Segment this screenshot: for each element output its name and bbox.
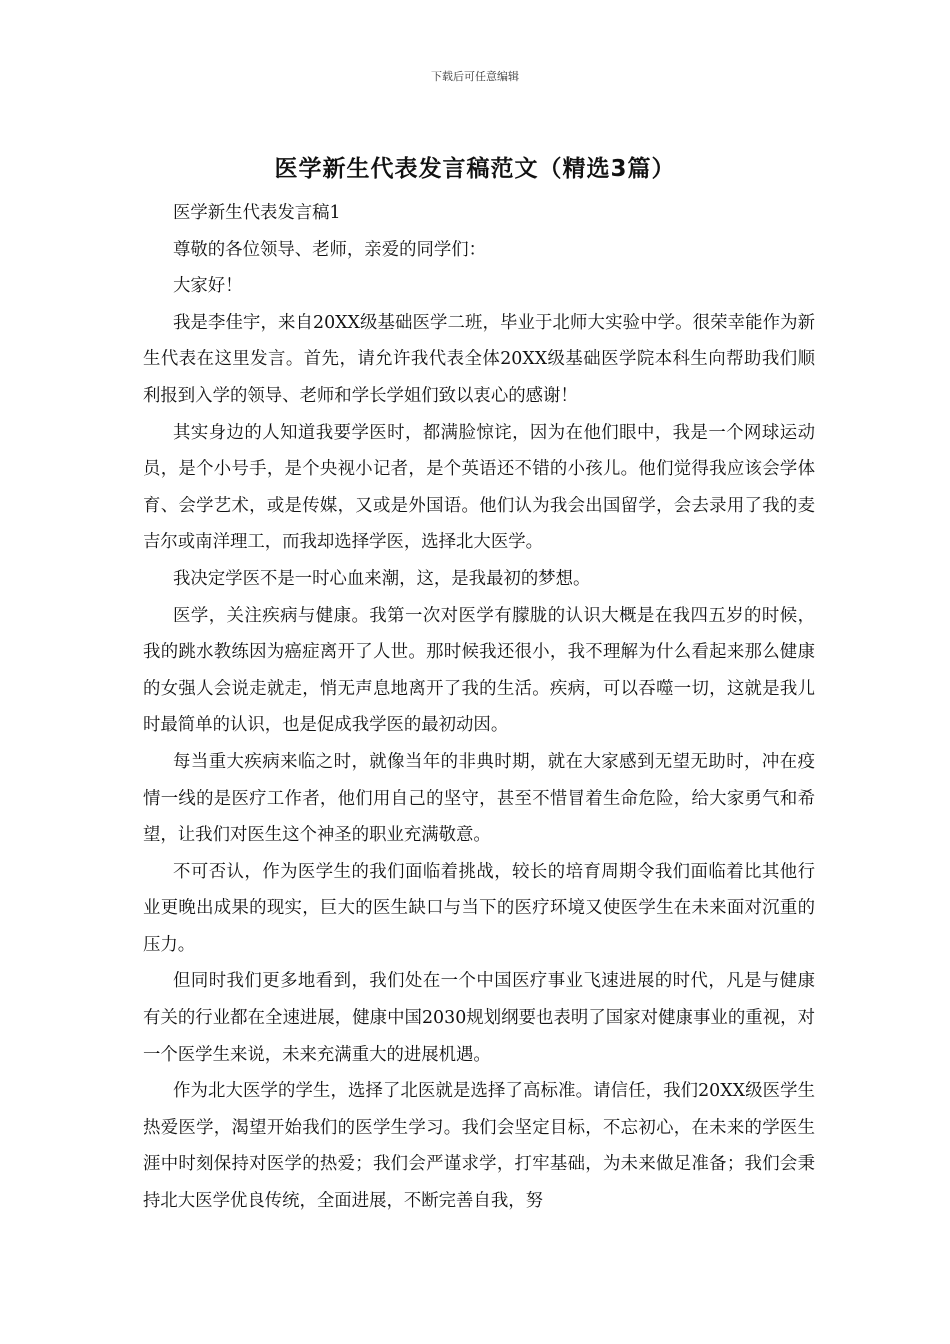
paragraph: 医学，关注疾病与健康。我第一次对医学有朦胧的认识大概是在我四五岁的时候，我的跳水教练因为癌症离开了人世。那时候我还很小，我不理解为什么看起来那么健康的女强人会说走就走，悄无声息地离开了我的生活。疾病，可以吞噬一切，这就是我儿时最简单的认识，也是促成我学医的最初动因。: [143, 605, 815, 736]
paragraph: 作为北大医学的学生，选择了北医就是选择了高标准。请信任，我们20XX级医学生热爱医学，渴望开始我们的医学生学习。我们会坚定目标，不忘初心，在未来的学医生涯中时刻保持对医学的热爱；我们会严谨求学，打牢基础，为未来做足准备；我们会秉持北大医学优良传统，全面进展，不断完善自我，努: [143, 1081, 815, 1212]
section-heading: 医学新生代表发言稿1: [173, 203, 341, 223]
document-body: [143, 195, 815, 1220]
paragraph: 我是李佳宇，来自20XX级基础医学二班，毕业于北师大实验中学。很荣幸能作为新生代表在这里发言。首先，请允许我代表全体20XX级基础医学院本科生向帮助我们顺利报到入学的领导、老师和学长学姐们致以衷心的感谢！: [143, 312, 815, 406]
paragraph: 其实身边的人知道我要学医时，都满脸惊诧，因为在他们眼中，我是一个网球运动员，是个小号手，是个央视小记者，是个英语还不错的小孩儿。他们觉得我应该会学体育、会学艺术，或是传媒，又或是外国语。他们认为我会出国留学，会去录用了我的麦吉尔或南洋理工，而我却选择学医，选择北大医学。: [143, 422, 815, 553]
paragraph: 不可否认，作为医学生的我们面临着挑战，较长的培育周期令我们面临着比其他行业更晚出成果的现实，巨大的医生缺口与当下的医疗环境又使医学生在未来面对沉重的压力。: [143, 861, 815, 955]
paragraph: 每当重大疾病来临之时，就像当年的非典时期，就在大家感到无望无助时，冲在疫情一线的是医疗工作者，他们用自己的坚守，甚至不惜冒着生命危险，给大家勇气和希望，让我们对医生这个神圣的职业充满敬意。: [143, 751, 815, 846]
paragraph: 但同时我们更多地看到，我们处在一个中国医疗事业飞速进展的时代，凡是与健康有关的行业都在全速进展，健康中国2030规划纲要也表明了国家对健康事业的重视，对一个医学生来说，未来充满重大的进展机遇。: [143, 971, 815, 1065]
greeting: 大家好！: [173, 276, 243, 297]
salutation: 尊敬的各位领导、老师，亲爱的同学们：: [173, 239, 487, 260]
paragraph: 我决定学医不是一时心血来潮，这，是我最初的梦想。: [173, 568, 591, 589]
page-header-note: 下载后可任意编辑: [431, 70, 519, 83]
document-title: 医学新生代表发言稿范文（精选3篇）: [274, 156, 676, 182]
